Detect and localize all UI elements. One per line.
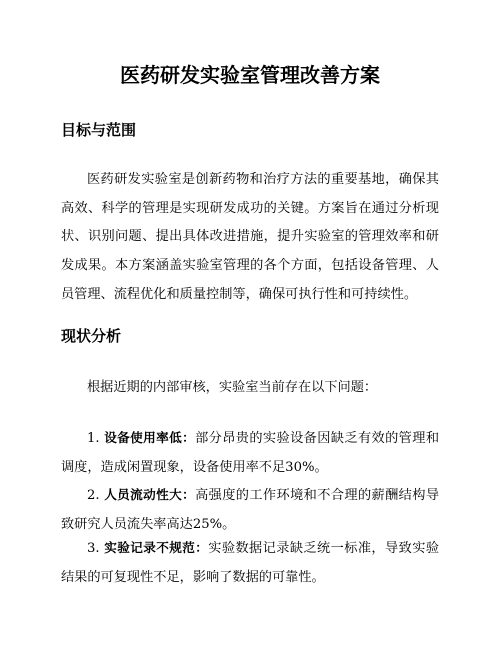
list-item-text: 部分昂贵的实验设备因缺乏有效的管理和调度，造成闲置现象，设备使用率不足30%。	[61, 431, 440, 475]
issue-list-item	[61, 481, 439, 539]
list-item-label: 设备使用率低	[104, 430, 183, 445]
section-paragraph-goals-scope: 医药研发实验室是创新药物和治疗方法的重要基地，确保其高效、科学的管理是实现研发成功的关键。方案旨在通过分析现状、识别问题、提出具体改进措施，提升实验室的管理效率和研发成果。本方案涵盖实验室管理的各个方面，包括设备管理、人员管理、流程优化和质量控制等，确保可执行性和可持续性。	[61, 172, 439, 302]
list-item-label: 人员流动性大	[104, 487, 183, 502]
list-item-text: 实验数据记录缺乏统一标准，导致实验结果的可复现性不足，影响了数据的可靠性。	[61, 541, 440, 585]
list-item-separator: ：	[195, 540, 209, 555]
list-item-number: 2.	[87, 488, 100, 503]
list-item-separator: ：	[182, 487, 196, 502]
issue-list-item	[61, 534, 439, 592]
list-item-separator: ：	[182, 430, 196, 445]
section-paragraph-status-intro: 根据近期的内部审核，实验室当前存在以下问题：	[87, 380, 378, 395]
section-heading-status-analysis: 现状分析	[61, 327, 122, 345]
section-heading-goals-scope: 目标与范围	[61, 121, 137, 139]
list-item-number: 3.	[87, 541, 100, 556]
list-item-label: 实验记录不规范	[104, 540, 196, 555]
issue-list-item	[61, 424, 439, 482]
list-item-number: 1.	[87, 431, 100, 446]
document-title: 医药研发实验室管理改善方案	[120, 63, 380, 87]
list-item-text: 高强度的工作环境和不合理的薪酬结构导致研究人员流失率高达25%。	[61, 488, 440, 532]
